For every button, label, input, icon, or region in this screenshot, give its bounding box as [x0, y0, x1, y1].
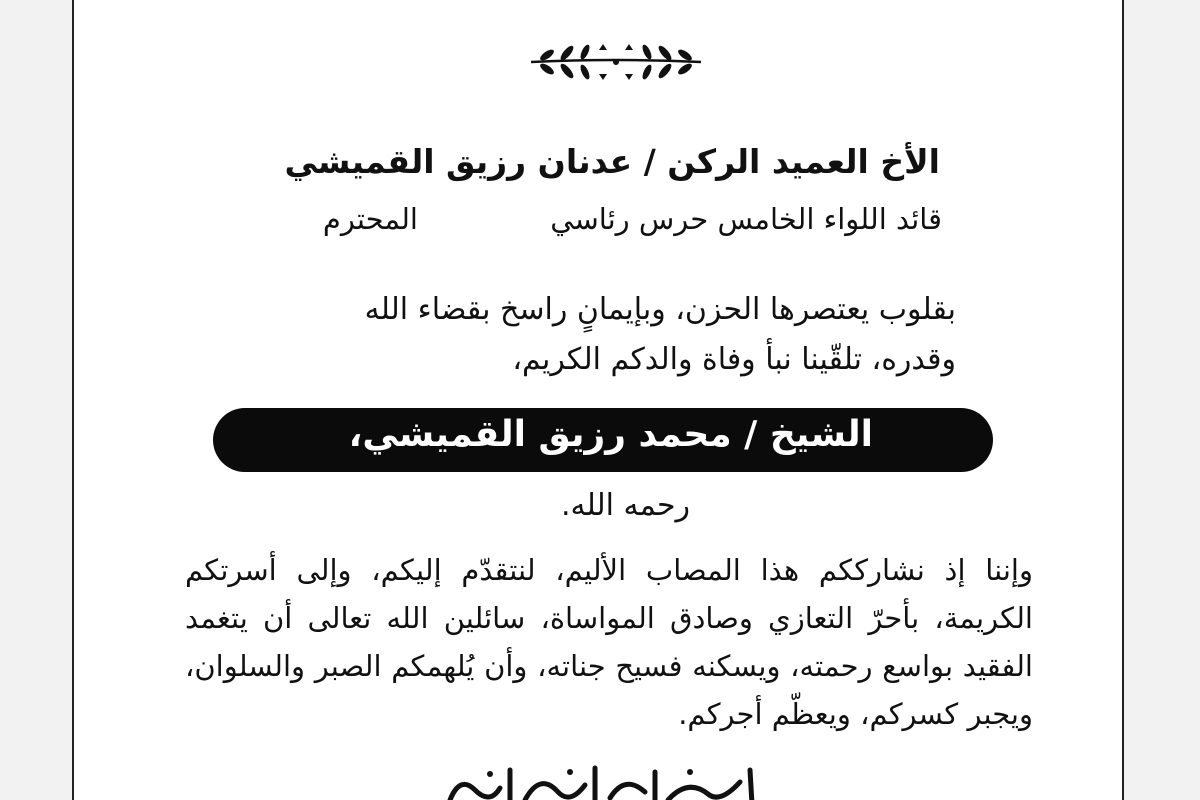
deceased-name: الشيخ / محمد رزيق القميشي،: [348, 414, 873, 455]
mercy-prayer: رحمه الله.: [560, 488, 690, 523]
recipient-name: الأخ العميد الركن / عدنان رزيق القميشي: [284, 142, 940, 181]
intro-line-1: بقلوب يعتصرها الحزن، وبإيمانٍ راسخ بقضاء الله: [364, 292, 956, 327]
condolence-paragraph: وإننا إذ نشارككم هذا المصاب الأليم، لنتقدّم إليكم، وإلى أسرتكم الكريمة، بأحرّ التعازي وصادق المواساة، سائلين الله تعالى أن يتغمد الفقيد بواسع رحمته، ويسكنه فسيح جناته، وأن يُلهمكم الصبر والسلوان، ويجبر كسركم، ويعظّم أجركم.: [185, 553, 1033, 731]
floral-divider-icon: [527, 42, 705, 82]
recipient-honorific: المحترم: [322, 202, 418, 236]
deceased-name-banner: [213, 408, 993, 472]
recipient-title: قائد اللواء الخامس حرس رئاسي: [550, 202, 942, 236]
intro-line-2: وقدره، تلقّينا نبأ وفاة والدكم الكريم،: [512, 342, 956, 377]
calligraphy-signature: [440, 760, 770, 800]
